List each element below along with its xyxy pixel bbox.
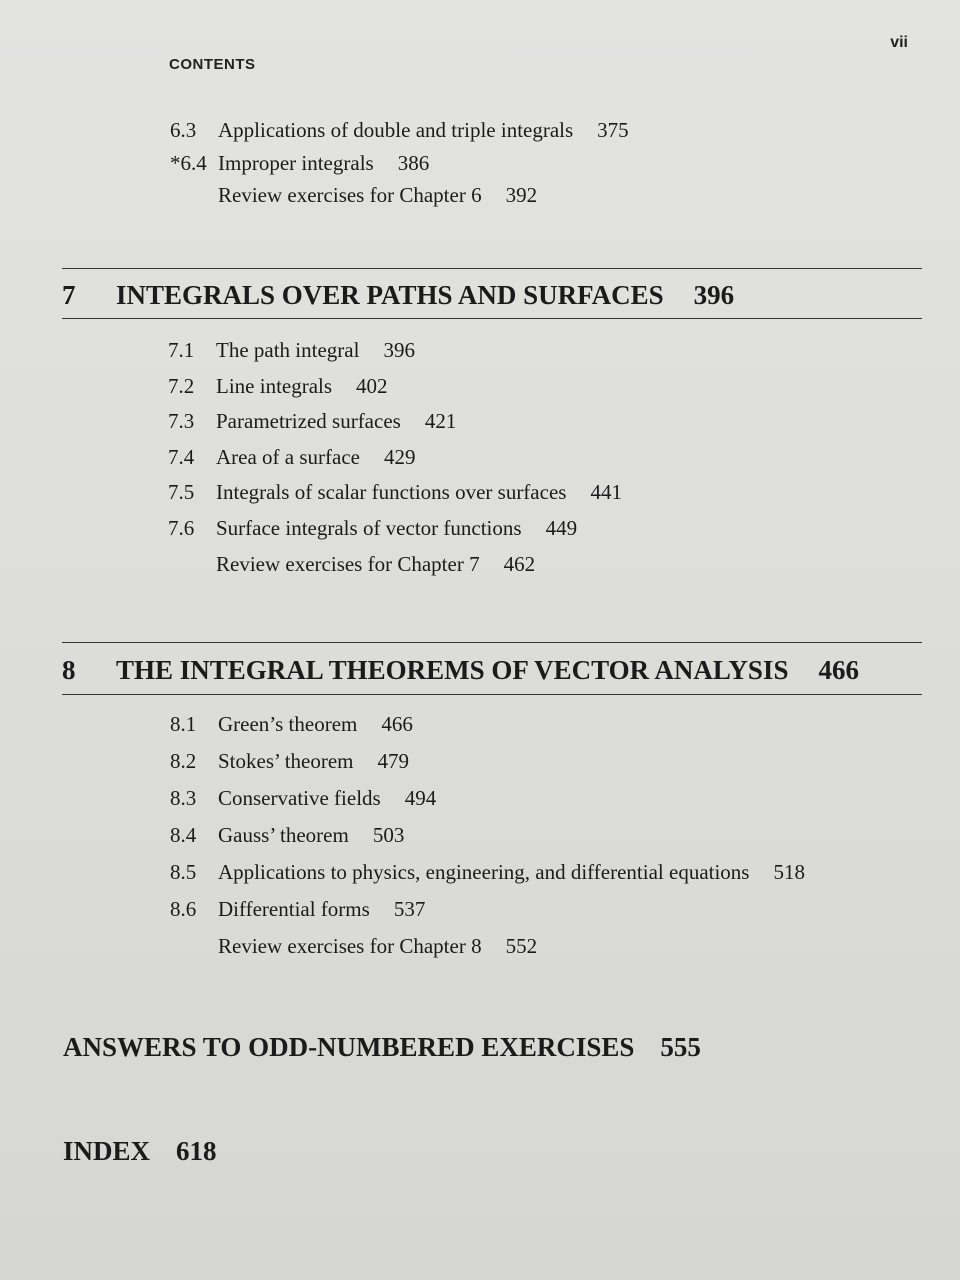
section-page: 421 bbox=[424, 409, 457, 433]
section-page: 429 bbox=[384, 445, 416, 469]
index-entry bbox=[63, 1136, 217, 1167]
section-title: Applications of double and triple integrals bbox=[218, 118, 574, 142]
section-page: 462 bbox=[503, 552, 536, 576]
chapter-rule-bottom bbox=[62, 318, 922, 319]
chapter-rule-top bbox=[62, 268, 922, 269]
toc-entry bbox=[170, 118, 629, 143]
answers-page: 555 bbox=[660, 1032, 701, 1062]
section-number: 8.4 bbox=[170, 823, 197, 847]
toc-entry bbox=[170, 897, 425, 922]
toc-entry bbox=[170, 183, 537, 208]
section-page: 537 bbox=[393, 897, 426, 921]
toc-entry bbox=[168, 409, 456, 434]
toc-entry bbox=[168, 480, 622, 505]
section-number: 8.2 bbox=[170, 749, 197, 773]
answers-entry bbox=[63, 1032, 701, 1063]
section-title: The path integral bbox=[216, 338, 360, 362]
toc-entry bbox=[168, 552, 535, 577]
section-title: Area of a surface bbox=[216, 445, 360, 469]
section-page: 503 bbox=[372, 823, 405, 847]
section-title: Line integrals bbox=[216, 374, 333, 398]
section-number: 8.1 bbox=[170, 712, 197, 736]
section-page: 466 bbox=[381, 712, 413, 736]
running-header: CONTENTS bbox=[169, 56, 256, 73]
section-number: 8.3 bbox=[170, 786, 197, 810]
chapter-rule-top bbox=[62, 642, 922, 643]
section-number: 8.5 bbox=[170, 860, 197, 884]
section-page: 449 bbox=[545, 516, 578, 540]
toc-entry bbox=[168, 516, 577, 541]
chapter-title: INTEGRALS OVER PATHS AND SURFACES bbox=[116, 280, 664, 310]
toc-entry bbox=[170, 151, 429, 176]
chapter-page: 466 bbox=[818, 655, 859, 685]
chapter-rule-bottom bbox=[62, 694, 922, 695]
chapter-number: 8 bbox=[62, 655, 76, 685]
chapter-page: 396 bbox=[693, 280, 735, 310]
section-title: Parametrized surfaces bbox=[216, 409, 401, 433]
section-page: 552 bbox=[505, 934, 538, 958]
toc-entry bbox=[168, 374, 388, 399]
section-page: 386 bbox=[397, 151, 430, 175]
section-page: 518 bbox=[773, 860, 805, 884]
section-title: Review exercises for Chapter 8 bbox=[218, 934, 482, 958]
section-title: Differential forms bbox=[218, 897, 370, 921]
toc-entry bbox=[170, 749, 409, 774]
section-title: Gauss’ theorem bbox=[218, 823, 349, 847]
section-number: *6.4 bbox=[170, 151, 207, 175]
section-title: Surface integrals of vector functions bbox=[216, 516, 522, 540]
chapter-title: THE INTEGRAL THEOREMS OF VECTOR ANALYSIS bbox=[116, 655, 789, 685]
section-number: 7.5 bbox=[168, 480, 195, 504]
toc-entry bbox=[170, 712, 413, 737]
toc-entry bbox=[168, 338, 415, 363]
section-number: 7.4 bbox=[168, 445, 195, 469]
toc-entry bbox=[168, 445, 416, 470]
page-number: vii bbox=[890, 34, 908, 51]
section-title: Review exercises for Chapter 7 bbox=[216, 552, 480, 576]
section-title: Conservative fields bbox=[218, 786, 381, 810]
section-number: 6.3 bbox=[170, 118, 197, 142]
index-title: INDEX bbox=[63, 1136, 151, 1166]
toc-entry bbox=[170, 823, 404, 848]
section-number: 7.3 bbox=[168, 409, 195, 433]
index-page: 618 bbox=[176, 1136, 217, 1166]
answers-title: ANSWERS TO ODD-NUMBERED EXERCISES bbox=[63, 1032, 635, 1062]
section-title: Integrals of scalar functions over surfaces bbox=[216, 480, 567, 504]
section-number: 7.1 bbox=[168, 338, 195, 362]
chapter-heading bbox=[62, 280, 734, 311]
section-title: Green’s theorem bbox=[218, 712, 358, 736]
section-page: 479 bbox=[377, 749, 409, 773]
chapter-number: 7 bbox=[62, 280, 76, 310]
section-title: Improper integrals bbox=[218, 151, 374, 175]
section-title: Applications to physics, engineering, and differential equations bbox=[218, 860, 750, 884]
section-page: 494 bbox=[404, 786, 437, 810]
section-number: 8.6 bbox=[170, 897, 197, 921]
section-title: Stokes’ theorem bbox=[218, 749, 354, 773]
section-page: 396 bbox=[383, 338, 415, 362]
toc-entry bbox=[170, 786, 436, 811]
toc-entry bbox=[170, 860, 805, 885]
section-page: 402 bbox=[356, 374, 388, 398]
chapter-heading bbox=[62, 655, 859, 686]
section-page: 392 bbox=[505, 183, 538, 207]
toc-entry bbox=[170, 934, 537, 959]
section-number: 7.6 bbox=[168, 516, 195, 540]
section-page: 375 bbox=[597, 118, 629, 142]
section-page: 441 bbox=[590, 480, 622, 504]
section-number: 7.2 bbox=[168, 374, 195, 398]
section-title: Review exercises for Chapter 6 bbox=[218, 183, 482, 207]
